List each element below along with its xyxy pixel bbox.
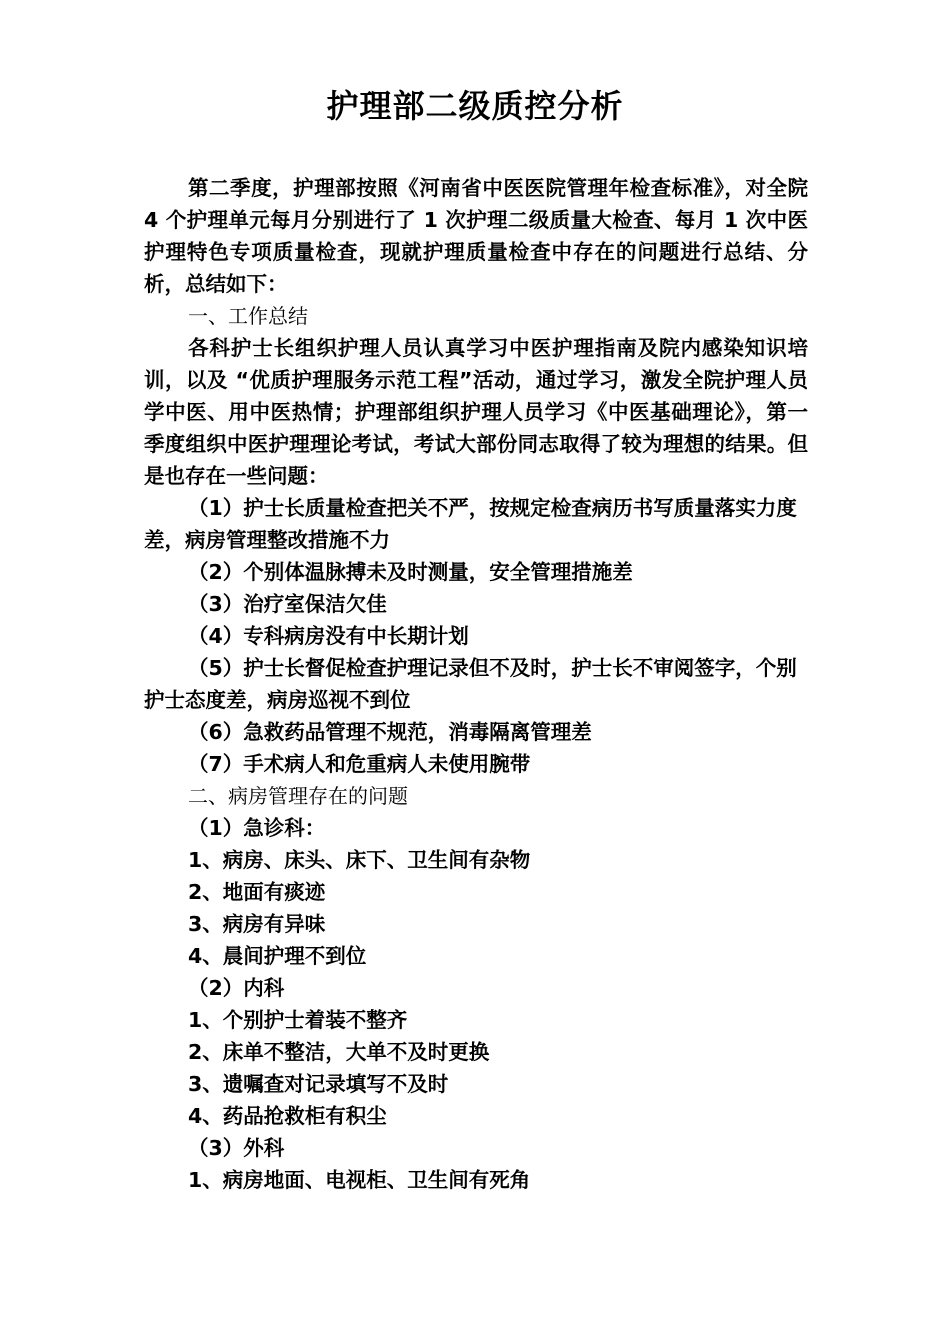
issue-item: （7）手术病人和危重病人未使用腕带 bbox=[188, 752, 531, 776]
list-item: 3、遗嘱查对记录填写不及时 bbox=[188, 1072, 449, 1096]
group-label: （2）内科 bbox=[188, 976, 285, 1000]
list-item: 4、药品抢救柜有积尘 bbox=[188, 1104, 387, 1128]
issue-item: （5）护士长督促检查护理记录但不及时，护士长不审阅签字，个别护士态度差，病房巡视不到位 bbox=[144, 656, 797, 712]
issue-item: （3）治疗室保洁欠佳 bbox=[188, 592, 387, 616]
group-label: （1）急诊科： bbox=[188, 816, 326, 840]
section2-heading: 二、病房管理存在的问题 bbox=[188, 784, 408, 808]
issue-item: （4）专科病房没有中长期计划 bbox=[188, 624, 469, 648]
intro-paragraph: 第二季度，护理部按照《河南省中医医院管理年检查标准》，对全院 4 个护理单元每月分别进行了 1 次护理二级质量大检查、每月 1 次中医护理特色专项质量检查，现就护理质量检查中存在的问题进行总结、分析，总结如下： bbox=[144, 176, 808, 296]
document-title: 护理部二级质控分析 bbox=[326, 87, 624, 125]
issue-item: （2）个别体温脉搏未及时测量，安全管理措施差 bbox=[188, 560, 633, 584]
list-item: 3、病房有异味 bbox=[188, 912, 326, 936]
list-item: 2、床单不整洁，大单不及时更换 bbox=[188, 1040, 490, 1064]
issue-item: （6）急救药品管理不规范，消毒隔离管理差 bbox=[188, 720, 592, 744]
group-label: （3）外科 bbox=[188, 1136, 285, 1160]
list-item: 2、地面有痰迹 bbox=[188, 880, 326, 904]
document-body bbox=[144, 172, 808, 1196]
list-item: 4、晨间护理不到位 bbox=[188, 944, 367, 968]
list-item: 1、病房、床头、床下、卫生间有杂物 bbox=[188, 848, 531, 872]
section1-paragraph: 各科护士长组织护理人员认真学习中医护理指南及院内感染知识培训，以及 “优质护理服务示范工程”活动，通过学习，激发全院护理人员学中医、用中医热情；护理部组织护理人员学习《中医基础理论》，第一季度组织中医护理理论考试，考试大部份同志取得了较为理想的结果。但是也存在一些问题： bbox=[144, 336, 808, 488]
issue-item: （1）护士长质量检查把关不严，按规定检查病历书写质量落实力度差，病房管理整改措施不力 bbox=[144, 496, 797, 552]
section1-heading: 一、工作总结 bbox=[188, 304, 308, 328]
list-item: 1、个别护士着装不整齐 bbox=[188, 1008, 408, 1032]
list-item: 1、病房地面、电视柜、卫生间有死角 bbox=[188, 1168, 531, 1192]
